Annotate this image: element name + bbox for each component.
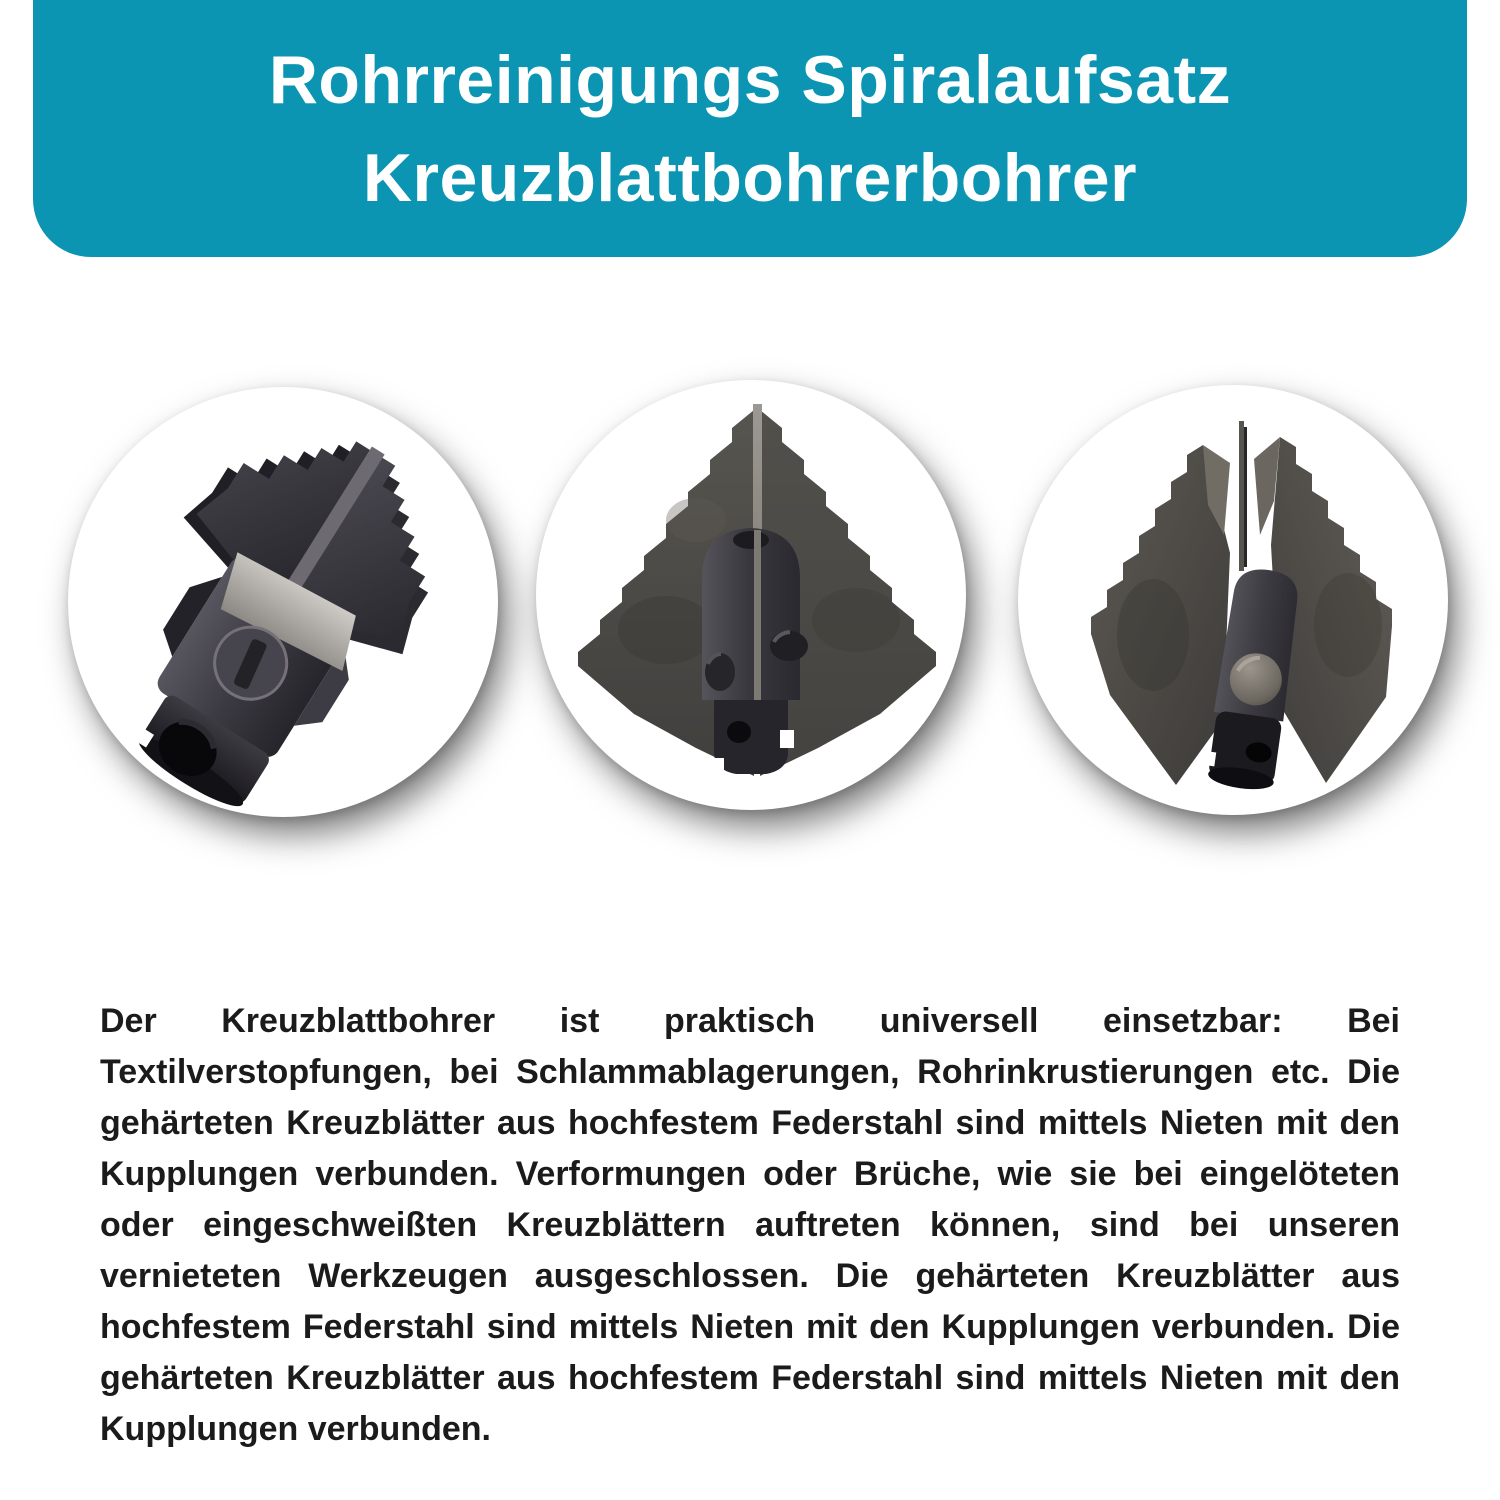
kreuzblattbohrer-bottom-view-photo — [1018, 385, 1448, 815]
title-banner — [33, 0, 1467, 257]
product-description: Der Kreuzblattbohrer ist praktisch universell einsetzbar: Bei Textilverstopfungen, bei Schlammablagerungen, Rohrinkrustierungen etc. Die gehärteten Kreuzblätter aus hochfestem Federstahl sind mittels Nieten mit den Kupplungen verbunden. Verformungen oder Brüche, wie sie bei eingelöteten oder eingeschweißten Kreuzblättern auftreten können, sind bei unseren vernieteten Werkzeugen ausgeschlossen. Die gehärteten Kreuzblätter aus hochfestem Federstahl sind mittels Nieten mit den Kupplungen verbunden. Die gehärteten Kreuzblätter aus hochfestem Federstahl sind mittels Nieten mit den Kupplungen verbunden. — [100, 1002, 1400, 1448]
product-photo-circle-2 — [536, 380, 966, 810]
product-photo-circle-1 — [68, 387, 498, 817]
page-title-line2: Kreuzblattbohrerbohrer — [362, 139, 1138, 216]
page-title-line1: Rohrreinigungs Spiralaufsatz — [268, 41, 1232, 118]
kreuzblattbohrer-angled-view-photo — [68, 387, 498, 817]
kreuzblattbohrer-front-view-photo — [536, 380, 966, 810]
product-photo-circle-3 — [1018, 385, 1448, 815]
